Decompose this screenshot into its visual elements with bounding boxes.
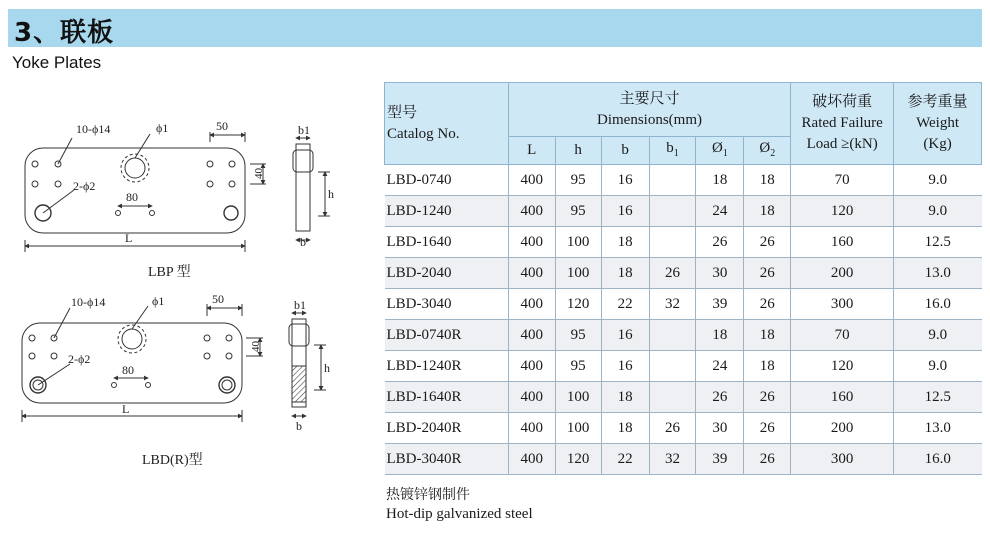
subheader-h: h <box>555 137 601 165</box>
cell-b: 22 <box>601 444 649 475</box>
cell-model: LBD-1640R <box>385 382 509 413</box>
cell-h: 100 <box>555 382 601 413</box>
cell-load: 70 <box>791 165 894 196</box>
table-row <box>385 444 982 475</box>
material-note-en: Hot-dip galvanized steel <box>386 506 533 522</box>
cell-L: 400 <box>508 382 555 413</box>
header-dimensions <box>508 83 790 137</box>
cell-d1: 18 <box>696 320 744 351</box>
cell-weight: 16.0 <box>894 289 982 320</box>
cell-b: 16 <box>601 196 649 227</box>
table-row <box>385 196 982 227</box>
cell-d2: 18 <box>744 320 791 351</box>
cell-b: 16 <box>601 320 649 351</box>
cell-model: LBD-0740R <box>385 320 509 351</box>
cell-d2: 26 <box>744 382 791 413</box>
lbdr-spacing-label: 80 <box>122 363 134 377</box>
cell-load: 160 <box>791 382 894 413</box>
cell-d2: 26 <box>744 444 791 475</box>
cell-L: 400 <box>508 258 555 289</box>
cell-b1 <box>649 382 696 413</box>
cell-weight: 13.0 <box>894 413 982 444</box>
header-weight-en1: Weight <box>916 115 960 131</box>
cell-model: LBD-2040R <box>385 413 509 444</box>
header-weight-en2: (Kg) <box>923 136 952 152</box>
cell-b1: 26 <box>649 258 696 289</box>
cell-load: 120 <box>791 196 894 227</box>
cell-b: 18 <box>601 258 649 289</box>
cell-weight: 9.0 <box>894 196 982 227</box>
cell-h: 100 <box>555 258 601 289</box>
lbdr-phi2-label: 2-ϕ2 <box>68 352 91 366</box>
subheader-b1: $b_1$ <box>649 137 696 165</box>
header-model-en: Catalog No. <box>387 125 460 142</box>
cell-b: 18 <box>601 413 649 444</box>
cell-model: LBD-3040 <box>385 289 509 320</box>
cell-d2: 26 <box>744 413 791 444</box>
cell-d1: 18 <box>696 165 744 196</box>
cell-load: 160 <box>791 227 894 258</box>
cell-d1: 30 <box>696 413 744 444</box>
cell-b1 <box>649 351 696 382</box>
cell-h: 120 <box>555 289 601 320</box>
cell-h: 100 <box>555 227 601 258</box>
cell-d2: 18 <box>744 165 791 196</box>
header-failure-load <box>791 83 894 165</box>
cell-b1 <box>649 227 696 258</box>
cell-weight: 9.0 <box>894 351 982 382</box>
header-model <box>385 83 509 165</box>
cell-d2: 26 <box>744 258 791 289</box>
cell-b1 <box>649 196 696 227</box>
cell-weight: 13.0 <box>894 258 982 289</box>
table-row <box>385 258 982 289</box>
lbp-length-label: L <box>125 231 133 245</box>
lbdr-labels <box>68 292 330 468</box>
cell-h: 100 <box>555 413 601 444</box>
subheader-d1: $Ø_1$ <box>696 137 744 165</box>
cell-b: 18 <box>601 382 649 413</box>
cell-d1: 24 <box>696 196 744 227</box>
cell-L: 400 <box>508 444 555 475</box>
lbp-phi1-label: ϕ1 <box>156 121 169 135</box>
lbp-labels <box>73 119 334 280</box>
cell-d2: 18 <box>744 196 791 227</box>
material-note-zh: 热镀锌钢制件 <box>386 487 470 503</box>
cell-weight: 9.0 <box>894 320 982 351</box>
cell-model: LBD-2040 <box>385 258 509 289</box>
lbp-height-label: 40 <box>253 168 265 179</box>
table-row <box>385 382 982 413</box>
header-failure-en1: Rated Failure <box>801 115 883 131</box>
lbdr-phi1-label: ϕ1 <box>152 294 165 308</box>
lbdr-caption: LBD(R)型 <box>142 453 203 468</box>
lbp-b1-label: b1 <box>298 123 310 137</box>
cell-d2: 18 <box>744 351 791 382</box>
cell-weight: 12.5 <box>894 227 982 258</box>
lbdr-end-label: 50 <box>212 292 224 306</box>
lbp-phi2-label: 2-ϕ2 <box>73 179 96 193</box>
header-weight-zh: 参考重量 <box>907 94 968 110</box>
cell-b: 16 <box>601 165 649 196</box>
cell-model: LBD-1640 <box>385 227 509 258</box>
cell-d1: 26 <box>696 227 744 258</box>
spec-table-body <box>385 165 982 475</box>
cell-d2: 26 <box>744 227 791 258</box>
cell-d1: 39 <box>696 444 744 475</box>
cell-L: 400 <box>508 289 555 320</box>
lbdr-holes-label: 10-ϕ14 <box>71 295 106 309</box>
cell-L: 400 <box>508 413 555 444</box>
cell-weight: 16.0 <box>894 444 982 475</box>
lbp-h-label: h <box>328 187 334 201</box>
lbp-plate-drawing <box>25 132 330 252</box>
header-model-zh: 型号 <box>387 104 418 121</box>
cell-b1: 32 <box>649 444 696 475</box>
cell-b: 16 <box>601 351 649 382</box>
table-row <box>385 413 982 444</box>
header-dimensions-en: Dimensions(mm) <box>597 111 703 128</box>
cell-load: 120 <box>791 351 894 382</box>
cell-L: 400 <box>508 196 555 227</box>
table-row <box>385 320 982 351</box>
section-subtitle: Yoke Plates <box>12 53 102 72</box>
cell-h: 95 <box>555 320 601 351</box>
cell-b: 18 <box>601 227 649 258</box>
cell-model: LBD-1240 <box>385 196 509 227</box>
table-row <box>385 289 982 320</box>
cell-d1: 30 <box>696 258 744 289</box>
header-dimensions-zh: 主要尺寸 <box>619 90 680 107</box>
cell-model: LBD-0740 <box>385 165 509 196</box>
lbdr-height-label: 40 <box>250 341 262 352</box>
lbp-b-label: b <box>300 235 306 249</box>
lbp-holes-label: 10-ϕ14 <box>76 122 111 136</box>
cell-load: 200 <box>791 258 894 289</box>
cell-model: LBD-1240R <box>385 351 509 382</box>
cell-h: 95 <box>555 165 601 196</box>
cell-b: 22 <box>601 289 649 320</box>
lbdr-b1-label: b1 <box>294 298 306 312</box>
cell-d1: 24 <box>696 351 744 382</box>
table-row <box>385 227 982 258</box>
cell-L: 400 <box>508 165 555 196</box>
technical-drawings <box>0 80 380 480</box>
cell-d1: 39 <box>696 289 744 320</box>
cell-L: 400 <box>508 351 555 382</box>
cell-h: 95 <box>555 351 601 382</box>
subheader-b: b <box>601 137 649 165</box>
cell-L: 400 <box>508 227 555 258</box>
cell-load: 300 <box>791 289 894 320</box>
subheader-d2: $Ø_2$ <box>744 137 791 165</box>
cell-b1 <box>649 165 696 196</box>
lbdr-b-label: b <box>296 419 302 433</box>
header-failure-zh: 破坏荷重 <box>812 94 873 110</box>
cell-b1: 26 <box>649 413 696 444</box>
cell-d1: 26 <box>696 382 744 413</box>
lbp-spacing-label: 80 <box>126 190 138 204</box>
cell-weight: 9.0 <box>894 165 982 196</box>
cell-b1 <box>649 320 696 351</box>
header-weight <box>894 83 982 165</box>
spec-table <box>384 82 982 475</box>
lbdr-length-label: L <box>122 402 130 416</box>
section-title: 3、联板 <box>14 18 115 48</box>
lbdr-h-label: h <box>324 361 330 375</box>
cell-load: 70 <box>791 320 894 351</box>
cell-d2: 26 <box>744 289 791 320</box>
header-failure-en2: Load ≥(kN) <box>806 136 878 152</box>
table-row <box>385 165 982 196</box>
lbp-end-label: 50 <box>216 119 228 133</box>
cell-b1: 32 <box>649 289 696 320</box>
table-row <box>385 351 982 382</box>
cell-L: 400 <box>508 320 555 351</box>
cell-h: 95 <box>555 196 601 227</box>
lbp-caption: LBP 型 <box>148 265 191 280</box>
cell-h: 120 <box>555 444 601 475</box>
cell-load: 300 <box>791 444 894 475</box>
section-banner <box>8 9 982 47</box>
lbp-side-view <box>296 144 310 231</box>
cell-model: LBD-3040R <box>385 444 509 475</box>
cell-weight: 12.5 <box>894 382 982 413</box>
subheader-L: L <box>508 137 555 165</box>
cell-load: 200 <box>791 413 894 444</box>
